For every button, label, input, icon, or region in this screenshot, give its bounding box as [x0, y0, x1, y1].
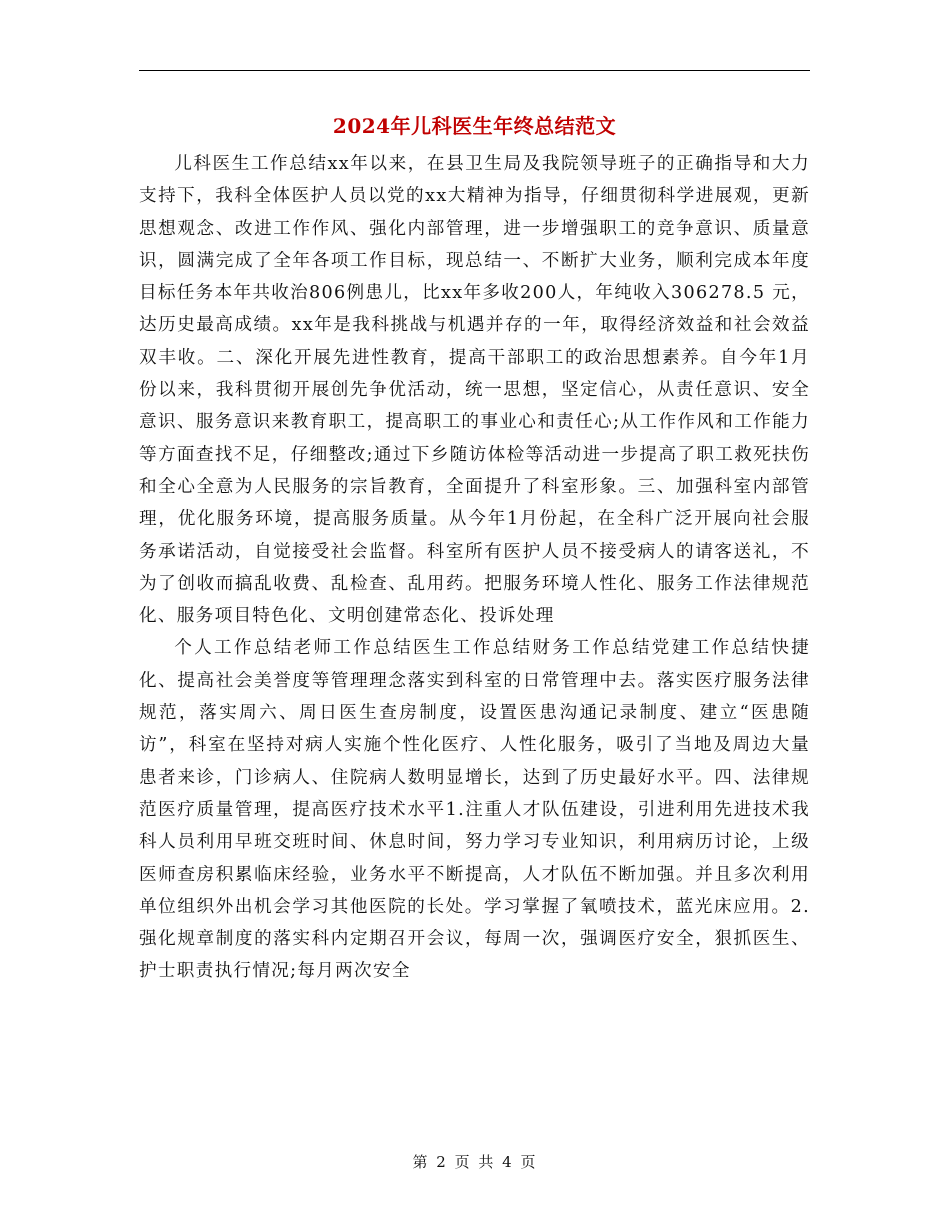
header-rule — [139, 70, 810, 71]
document-body — [139, 148, 810, 988]
body-paragraph-1: 儿科医生工作总结xx年以来，在县卫生局及我院领导班子的正确指导和大力支持下，我科全体医护人员以党的xx大精神为指导，仔细贯彻科学进展观，更新思想观念、改进工作作风、强化内部管理，进一步增强职工的竞争意识、质量意识，圆满完成了全年各项工作目标，现总结一、不断扩大业务，顺利完成本年度目标任务本年共收治806例患儿，比xx年多收200人，年纯收入306278.5 元，达历史最高成绩。xx年是我科挑战与机遇并存的一年，取得经济效益和社会效益双丰收。二、深化开展先进性教育，提高干部职工的政治思想素养。自今年1月份以来，我科贯彻开展创先争优活动，统一思想，坚定信心，从责任意识、安全意识、服务意识来教育职工，提高职工的事业心和责任心;从工作作风和工作能力等方面查找不足，仔细整改;通过下乡随访体检等活动进一步提高了职工救死扶伤和全心全意为人民服务的宗旨教育，全面提升了科室形象。三、加强科室内部管理，优化服务环境，提高服务质量。从今年1月份起，在全科广泛开展向社会服务承诺活动，自觉接受社会监督。科室所有医护人员不接受病人的请客送礼，不为了创收而搞乱收费、乱检查、乱用药。把服务环境人性化、服务工作法律规范化、服务项目特色化、文明创建常态化、投诉处理 — [139, 154, 810, 627]
page-number-footer: 第 2 页 共 4 页 — [412, 1153, 538, 1171]
document-title: 2024年儿科医生年终总结范文 — [332, 114, 617, 138]
body-paragraph-2: 个人工作总结老师工作总结医生工作总结财务工作总结党建工作总结快捷化、提高社会美誉度等管理理念落实到科室的日常管理中去。落实医疗服务法律规范，落实周六、周日医生查房制度，设置医患沟通记录制度、建立“医患随访”，科室在坚持对病人实施个性化医疗、人性化服务，吸引了当地及周边大量患者来诊，门诊病人、住院病人数明显增长，达到了历史最好水平。四、法律规范医疗质量管理，提高医疗技术水平1.注重人才队伍建设，引进利用先进技术我科人员利用早班交班时间、休息时间，努力学习专业知识，利用病历讨论，上级医师查房积累临床经验，业务水平不断提高，人才队伍不断加强。并且多次利用单位组织外出机会学习其他医院的长处。学习掌握了氧喷技术，蓝光床应用。2.强化规章制度的落实科内定期召开会议，每周一次，强调医疗安全，狠抓医生、护士职责执行情况;每月两次安全 — [139, 638, 810, 982]
